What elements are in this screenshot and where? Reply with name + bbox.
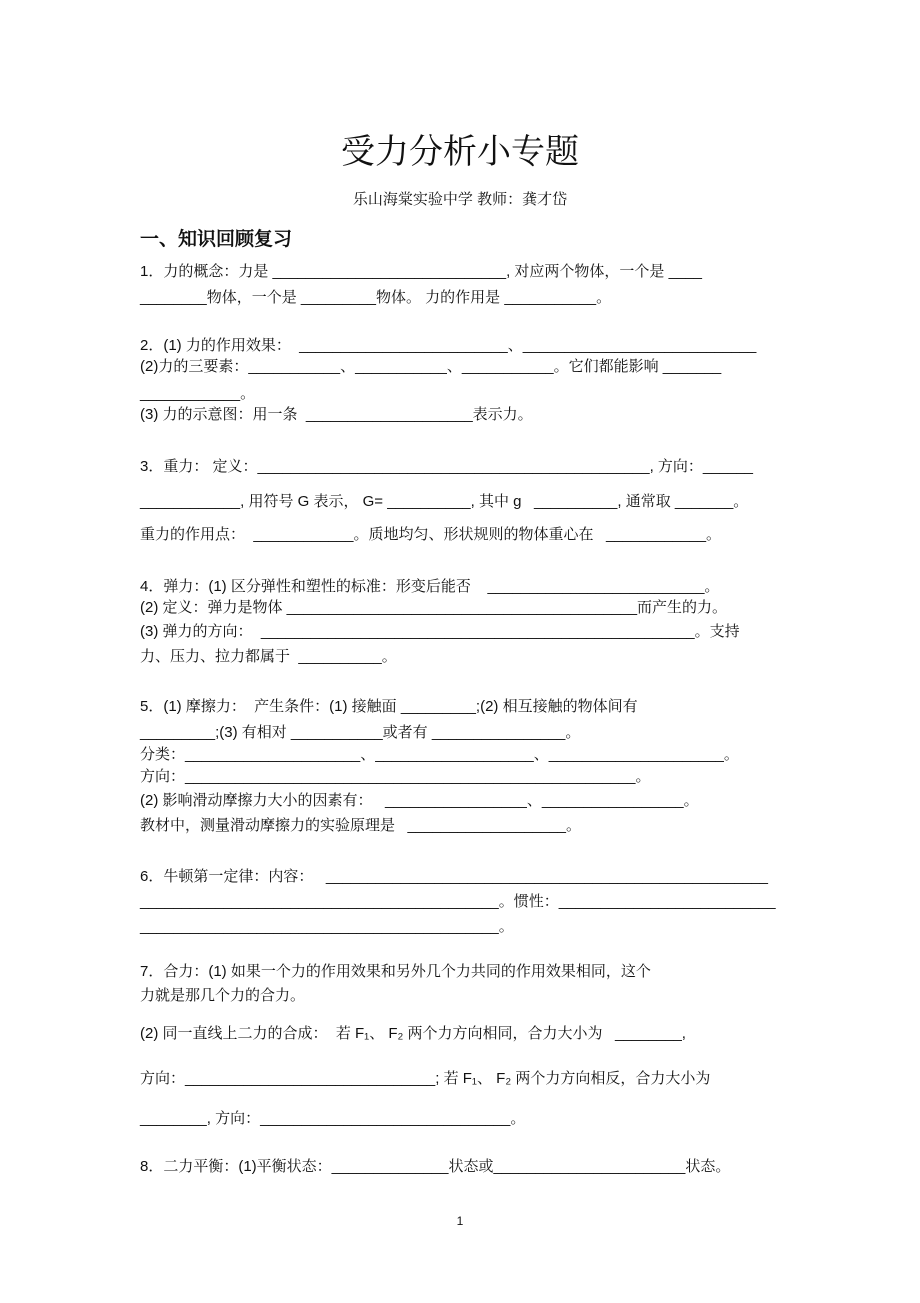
q2-line-4: (3) 力的示意图：用一条 ____________________表示力。: [140, 406, 533, 423]
q7-line-4: 方向：______________________________; 若 F₁、 F₂ 两个力方向相反，合力大小为: [140, 1070, 711, 1087]
q4-line-3: (3) 弹力的方向： ____________________________________________________。支持: [140, 623, 740, 640]
document-title: 受力分析小专题: [341, 133, 579, 171]
q2-line-2: (2)力的三要素：___________、___________、___________。它们都能影响 _______: [140, 358, 722, 375]
q3-line-2: ____________, 用符号 G 表示， G= __________, 其中 g __________, 通常取 _______。: [140, 493, 749, 510]
q3-line-1: 3．重力： 定义：_______________________________________________, 方向：______: [140, 458, 753, 475]
q5-line-6: 教材中，测量滑动摩擦力的实验原理是 ___________________。: [140, 817, 582, 834]
q6-line-3: ___________________________________________。: [140, 918, 514, 935]
section-heading: 一、知识回顾复习: [140, 229, 293, 250]
q1-line-1: 1．力的概念：力是 ____________________________, 对应两个物体，一个是 ____: [140, 263, 702, 280]
document-subtitle: 乐山海棠实验中学 教师：龚才岱: [352, 191, 568, 208]
q6-line-2: ___________________________________________。惯性：__________________________: [140, 893, 776, 910]
q1-line-2: ________物体，一个是 _________物体。 力的作用是 ___________。: [140, 289, 612, 306]
q2-line-1: 2．(1) 力的作用效果： _________________________、____________________________: [140, 337, 757, 354]
q2-line-3: ____________。: [140, 385, 256, 402]
q4-line-1: 4．弹力：(1) 区分弹性和塑性的标准：形变后能否 __________________________。: [140, 578, 720, 595]
q8-line-1: 8．二力平衡：(1)平衡状态：______________状态或_______________________状态。: [140, 1158, 731, 1175]
q4-line-4: 力、压力、拉力都属于 __________。: [140, 648, 397, 665]
q7-line-5: ________, 方向：______________________________。: [140, 1110, 526, 1127]
q3-line-3: 重力的作用点： ____________。质地均匀、形状规则的物体重心在 ____________。: [140, 526, 722, 543]
q7-line-3: (2) 同一直线上二力的合成： 若 F₁、 F₂ 两个力方向相同，合力大小为 ________,: [140, 1025, 686, 1042]
q7-line-1: 7．合力：(1) 如果一个力的作用效果和另外几个力共同的作用效果相同，这个: [140, 963, 651, 980]
page-number: 1: [456, 1214, 464, 1228]
q5-line-2: _________;(3) 有相对 ___________或者有 ________________。: [140, 724, 581, 741]
q5-line-5: (2) 影响滑动摩擦力大小的因素有： _________________、_________________。: [140, 792, 699, 809]
q7-line-2: 力就是那几个力的合力。: [140, 987, 306, 1004]
q6-line-1: 6．牛顿第一定律：内容： _____________________________________________________: [140, 868, 768, 885]
q4-line-2: (2) 定义：弹力是物体 __________________________________________而产生的力。: [140, 599, 728, 616]
q5-line-4: 方向：______________________________________________________。: [140, 768, 651, 785]
q5-line-1: 5．(1) 摩擦力： 产生条件：(1) 接触面 _________;(2) 相互接触的物体间有: [140, 698, 638, 715]
q5-line-3: 分类：_____________________、___________________、_____________________。: [140, 746, 739, 763]
